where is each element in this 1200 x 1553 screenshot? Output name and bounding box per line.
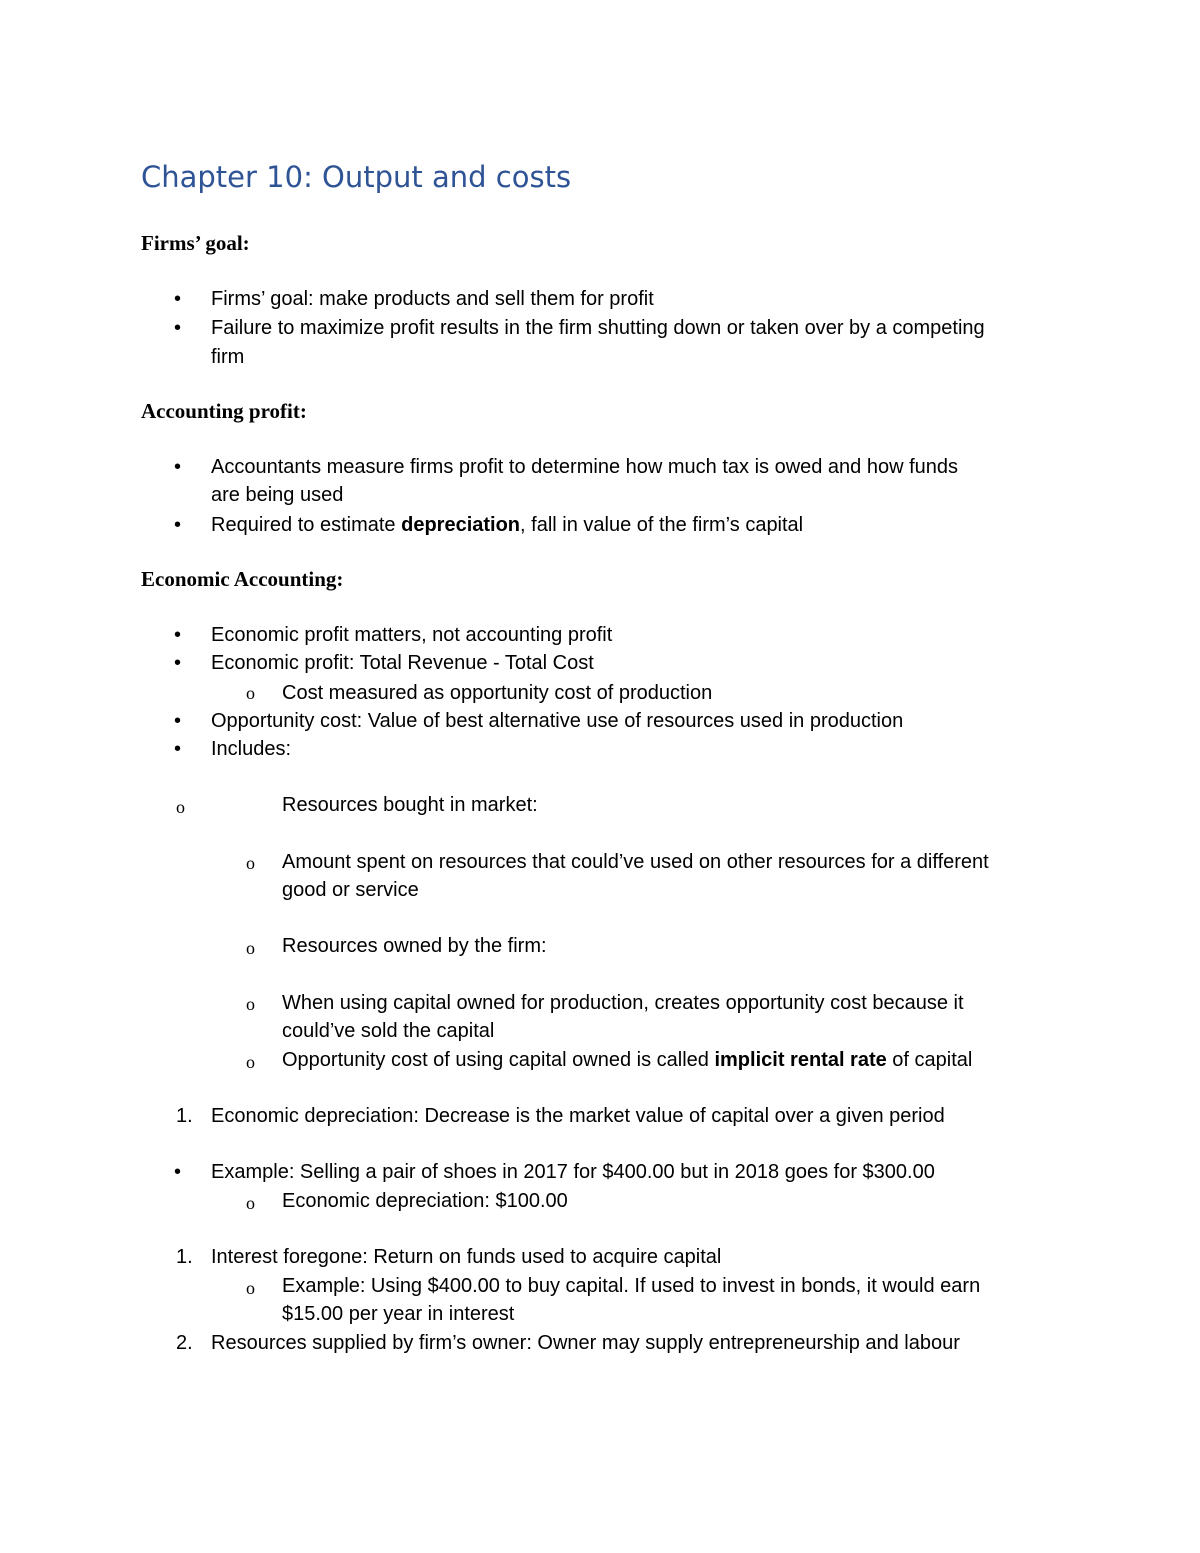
list-item-text: Required to estimate [211,514,402,536]
bullet-marker: • [174,738,182,760]
sub-list-item: Economic depreciation: $100.00 [282,1190,568,1212]
sub-list-item-continuation: good or service [282,879,419,901]
list-item: Economic profit matters, not accounting profit [211,624,613,646]
bold-term-depreciation: depreciation [401,514,521,536]
list-item: Firms’ goal: make products and sell them for profit [211,288,654,310]
circle-marker: o [176,797,185,817]
sub-list-item: Resources bought in market: [282,794,538,816]
sub-list-item: Example: Using $400.00 to buy capital. If used to invest in bonds, it would earn [282,1275,981,1297]
list-item-text: of capital [886,1049,973,1071]
heading-economic-accounting: Economic Accounting: [141,567,344,591]
list-item: Opportunity cost: Value of best alternative use of resources used in production [211,710,904,732]
sub-list-item-continuation: $15.00 per year in interest [282,1303,515,1325]
bullet-marker: • [174,624,182,646]
sub-list-item: Resources owned by the firm: [282,935,547,957]
list-item: Failure to maximize profit results in the firm shutting down or taken over by a competing [211,317,985,339]
sub-list-item: Amount spent on resources that could’ve used on other resources for a different [282,851,989,873]
numbered-item: Interest foregone: Return on funds used to acquire capital [211,1246,722,1268]
bullet-marker: • [174,317,182,339]
circle-marker: o [246,1278,255,1298]
bullet-marker: • [174,514,182,536]
bullet-marker: • [174,288,182,310]
sub-list-item [282,1046,972,1075]
bullet-marker: • [174,652,182,674]
list-item: Includes: [211,738,292,760]
circle-marker: o [246,683,255,703]
list-item: Accountants measure firms profit to determine how much tax is owed and how funds [211,456,959,478]
list-item-continuation: are being used [211,484,344,506]
heading-firms-goal: Firms’ goal: [141,231,250,255]
bullet-marker: • [174,1161,182,1183]
sub-list-item: When using capital owned for production, creates opportunity cost because it [282,992,964,1014]
page-title: Chapter 10: Output and costs [141,160,572,194]
sub-list-item: Cost measured as opportunity cost of production [282,682,713,704]
number-marker: 1. [176,1246,193,1268]
list-item: Example: Selling a pair of shoes in 2017 for $400.00 but in 2018 goes for $300.00 [211,1161,935,1183]
circle-marker: o [246,1193,255,1213]
list-item-text: Opportunity cost of using capital owned is called [282,1049,715,1071]
bullet-marker: • [174,456,182,478]
circle-marker: o [246,1052,255,1072]
bold-term-implicit-rental-rate: implicit rental rate [714,1049,887,1071]
bullet-marker: • [174,710,182,732]
list-item-continuation: firm [211,346,245,368]
numbered-item: Resources supplied by firm’s owner: Owner may supply entrepreneurship and labour [211,1332,960,1354]
circle-marker: o [246,938,255,958]
list-item-text: , fall in value of the firm’s capital [520,514,804,536]
sub-list-item-continuation: could’ve sold the capital [282,1020,495,1042]
heading-accounting-profit: Accounting profit: [141,399,307,423]
number-marker: 1. [176,1105,193,1127]
numbered-item: Economic depreciation: Decrease is the market value of capital over a given period [211,1105,945,1127]
circle-marker: o [246,994,255,1014]
number-marker: 2. [176,1332,193,1354]
list-item: Economic profit: Total Revenue - Total Cost [211,652,594,674]
circle-marker: o [246,853,255,873]
list-item [211,511,803,540]
